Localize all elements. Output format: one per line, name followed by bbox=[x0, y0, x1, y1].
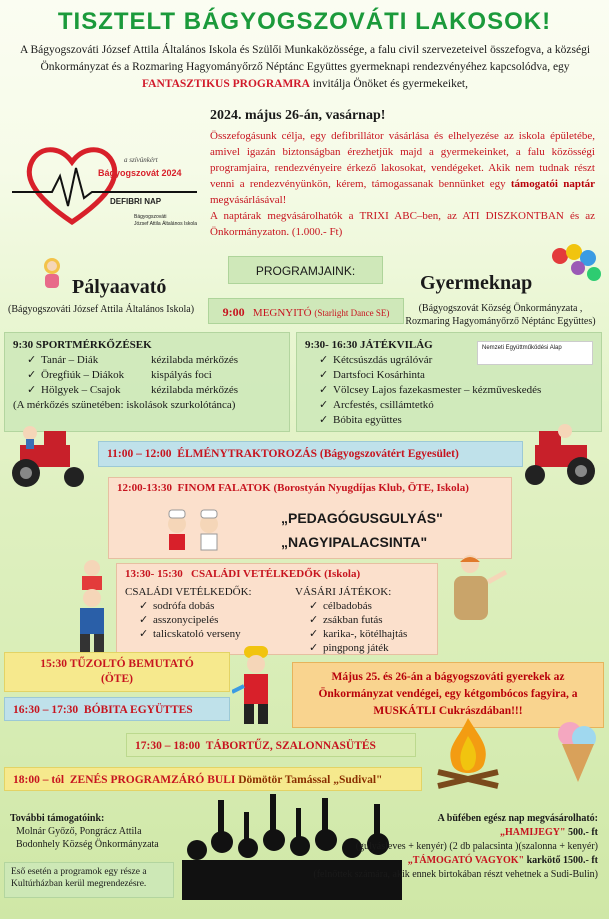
sport-item bbox=[13, 383, 281, 398]
right-sub-line-2: Rozmaring Hagyományőrző Néptánc Együttes) bbox=[405, 316, 596, 327]
sport-box bbox=[4, 332, 290, 432]
csaladi-item-label: célbadobás bbox=[323, 600, 372, 612]
finom-box bbox=[108, 477, 512, 559]
intro-line-3-rest: invitálja Önöket és gyermekeiket, bbox=[309, 78, 468, 90]
sport-title: 9:30 SPORTMÉRKŐZÉSEK bbox=[13, 339, 152, 351]
bufe-item-1 bbox=[308, 826, 598, 840]
finom-label: FINOM FALATOK bbox=[177, 482, 271, 494]
bobita-time: 16:30 – 17:30 bbox=[13, 704, 79, 716]
page-title: TISZTELT BÁGYOGSZOVÁTI LAKOSOK! bbox=[57, 8, 552, 35]
opener-row bbox=[208, 298, 404, 324]
bufe-item-2 bbox=[308, 854, 598, 868]
dish-2: „NAGYIPALACSINTA" bbox=[281, 534, 428, 550]
csaladi-item-label: sodrófa dobás bbox=[153, 600, 215, 612]
csaladi-box bbox=[116, 563, 438, 655]
purpose-bold: támogatói naptár bbox=[510, 178, 595, 190]
campfire-icon bbox=[428, 712, 508, 797]
finom-org: (Borostyán Nyugdíjas Klub, ÖTE, Iskola) bbox=[273, 482, 469, 494]
bufe-item-1-desc: (gulyásleves + kenyér) (2 db palacsinta )(szalonna + kenyér) bbox=[355, 841, 598, 852]
bufe-item-2-desc: (felnőttek számára, akik ennek birtokában részt vehetnek a Sudi-Bulin) bbox=[313, 869, 598, 880]
chef-kids-icon bbox=[159, 508, 229, 557]
tabor-label: TÁBORTŰZ, SZALONNASÜTÉS bbox=[205, 740, 376, 752]
logo-line-4: Bágyogszováti bbox=[134, 214, 167, 220]
check-icon: ✓ bbox=[319, 399, 329, 411]
check-icon: ✓ bbox=[319, 384, 329, 396]
elmeny-label: ÉLMÉNYTRAKTOROZÁS bbox=[177, 448, 318, 460]
purpose-text-2: megvásárlásával! bbox=[210, 194, 287, 206]
sponsor-logo-text: Nemzeti Együttműködési Alap bbox=[482, 345, 562, 351]
balloon-kid-icon bbox=[36, 256, 68, 295]
finom-time: 12:00-13:30 bbox=[117, 482, 172, 494]
csaladi-org: (Iskola) bbox=[324, 568, 361, 580]
logo-line-2: Bágyogszovát 2024 bbox=[98, 168, 182, 178]
sport-who: Tanár – Diák bbox=[41, 354, 99, 366]
check-icon: ✓ bbox=[27, 369, 37, 381]
rain-note: Eső esetén a programok egy része a Kultúrházban kerül megrendezésre. bbox=[4, 862, 174, 898]
check-icon: ✓ bbox=[27, 354, 37, 366]
check-icon: ✓ bbox=[309, 600, 319, 612]
csaladi-time: 13:30- 15:30 bbox=[125, 568, 183, 580]
tractor-icon bbox=[0, 425, 100, 496]
intro-line-1: A Bágyogszováti József Attila Általános Iskola és Szülői Munkaközössége, a falu civil szervezeteivel összefogva, a községi bbox=[19, 44, 591, 56]
csaladi-item-label: karika-, kötélhajtás bbox=[323, 628, 408, 640]
elmeny-bar bbox=[98, 441, 523, 467]
intro-highlight: FANTASZTIKUS PROGRAMRA bbox=[141, 78, 310, 90]
sport-what: kézilabda mérkőzés bbox=[151, 384, 239, 396]
csaladi-label: CSALÁDI VETÉLKEDŐK bbox=[191, 568, 322, 580]
jatek-item-label: Völcsey Lajos fazekasmester – kézműveskedés bbox=[333, 384, 542, 396]
check-icon: ✓ bbox=[309, 628, 319, 640]
tamogatok-line-2: Bodonhely Község Önkormányzata bbox=[16, 839, 159, 850]
jatek-title: 9:30- 16:30 JÁTÉKVILÁG bbox=[305, 339, 433, 351]
tamogatok-line-1: Molnár Győző, Pongrácz Attila bbox=[16, 826, 142, 837]
jatek-item-label: Bóbita együttes bbox=[333, 414, 402, 426]
defibri-logo bbox=[12, 140, 197, 230]
sport-item bbox=[13, 368, 281, 383]
jatek-item bbox=[305, 398, 593, 413]
check-icon: ✓ bbox=[139, 600, 149, 612]
check-icon: ✓ bbox=[139, 614, 149, 626]
heart-ecg-icon bbox=[12, 140, 197, 230]
intro-line-2: Önkormányzat és a Rozmaring Hagyományőrző Néptánc Együttes gyermeknapi rendezvényéhez kapcsolódva, egy bbox=[40, 61, 570, 73]
logo-line-1: a szívünkért bbox=[124, 156, 158, 164]
tractor-icon bbox=[515, 423, 607, 494]
jatek-item-label: Kétcsúszdás ugrálóvár bbox=[333, 354, 433, 366]
right-heading: Gyermeknap bbox=[420, 272, 533, 294]
opener-detail: (Starlight Dance SE) bbox=[314, 308, 390, 318]
bufe-title: A büfében egész nap megvásárolható: bbox=[437, 813, 598, 824]
jatek-item bbox=[305, 368, 593, 383]
ice-cream-icon bbox=[552, 716, 602, 791]
bufe-item-1-price: 500.- ft bbox=[565, 827, 598, 838]
purpose-text-3: A naptárak megvásárolhatók a TRIXI ABC–ben, az ATI DISZKONTBAN és az Önkormányzaton. (1.000.- Ft) bbox=[210, 210, 595, 238]
dish-1: „PEDAGÓGUSGULYÁS" bbox=[281, 510, 443, 526]
tamogatok-title: További támogatóink: bbox=[10, 813, 105, 824]
tuzolto-line-2: (ÖTE) bbox=[101, 673, 133, 685]
csaladi-item bbox=[295, 613, 407, 627]
bobita-bar bbox=[4, 697, 230, 721]
sport-what: kézilabda mérkőzés bbox=[151, 354, 239, 366]
program-header: PROGRAMJAINK: bbox=[228, 256, 383, 284]
zeno-label: ZENÉS PROGRAMZÁRÓ BULI bbox=[69, 774, 236, 786]
elmeny-time: 11:00 – 12:00 bbox=[107, 448, 172, 460]
event-date: 2024. május 26-án, vasárnap! bbox=[210, 108, 386, 123]
opener-label: MEGNYITÓ bbox=[252, 307, 312, 319]
csaladi-item-label: zsákban futás bbox=[323, 614, 383, 626]
tamogatok bbox=[4, 812, 182, 856]
tabor-time: 17:30 – 18:00 bbox=[135, 740, 201, 752]
sport-who: Öregfiúk – Diákok bbox=[41, 369, 125, 381]
firefighter-icon bbox=[232, 644, 280, 733]
sport-note: (A mérkőzés szünetében: iskolások szurkolótánca) bbox=[13, 399, 236, 411]
balloons-icon bbox=[548, 244, 604, 293]
fagyi-box: Május 25. és 26-án a bágyogszováti gyerekek az Önkormányzat vendégei, egy kétgombócos fagyira, a MUSKÁTLI Cukrászdában!!! bbox=[292, 662, 604, 728]
tuzolto-line-1: 15:30 TŰZOLTÓ BEMUTATÓ bbox=[40, 658, 194, 670]
purpose-text-1: Összefogásunk célja, egy defibrillátor vásárlása és elhelyezése az iskola épületébe, amivel igazán biztonságban érezhetjük majd a gyermekeinket, a falu közösségi programjaira, rendezvényeire érkező lakosokat, vendégeket. Akik nem tudnak részt venni a rendezvényünkön, kérem, támogassanak bennünket egy bbox=[210, 130, 595, 190]
check-icon: ✓ bbox=[319, 369, 329, 381]
csaladi-item-label: talicskatoló verseny bbox=[153, 628, 241, 640]
jatek-box bbox=[296, 332, 602, 432]
bufe-item-2-name: „TÁMOGATÓ VAGYOK" bbox=[407, 855, 525, 866]
purpose-text bbox=[210, 128, 595, 240]
sport-item bbox=[13, 353, 281, 368]
jatek-item bbox=[305, 383, 593, 398]
csaladi-item bbox=[295, 599, 407, 613]
logo-line-3: DEFIBRI NAP bbox=[110, 197, 162, 206]
csaladi-header bbox=[125, 567, 429, 581]
check-icon: ✓ bbox=[309, 642, 319, 654]
bufe bbox=[308, 812, 604, 904]
right-sub-line-1: (Bágyogszovát Község Önkormányzata , bbox=[418, 303, 583, 314]
left-subheading: (Bágyogszováti József Attila Általános Iskola) bbox=[8, 304, 195, 315]
check-icon: ✓ bbox=[309, 614, 319, 626]
check-icon: ✓ bbox=[27, 384, 37, 396]
csaladi-item bbox=[295, 627, 407, 641]
csaladi-item bbox=[295, 641, 407, 655]
intro-text bbox=[14, 42, 596, 93]
bufe-item-1-name: „HAMIJEGY" bbox=[499, 827, 566, 838]
tuzolto-box bbox=[4, 652, 230, 692]
right-subheading bbox=[398, 302, 603, 328]
intro-line-3 bbox=[14, 76, 596, 93]
csaladi-item-label: pingpong játék bbox=[323, 642, 389, 654]
csaladi-item bbox=[125, 599, 295, 613]
check-icon: ✓ bbox=[319, 414, 329, 426]
family-icon bbox=[64, 558, 120, 659]
zeno-who: Dömötör Tamással „Sudival" bbox=[238, 774, 383, 786]
opener-time: 9:00 bbox=[222, 305, 245, 319]
check-icon: ✓ bbox=[319, 354, 329, 366]
jatek-item-label: Dartsfoci Kosárhinta bbox=[333, 369, 425, 381]
finom-header bbox=[109, 478, 511, 498]
sport-who: Hölgyek – Csajok bbox=[41, 384, 121, 396]
zeno-bar bbox=[4, 767, 422, 791]
sport-what: kispályás foci bbox=[151, 369, 212, 381]
elmeny-org: (Bágyogszovátért Egyesület) bbox=[319, 448, 459, 460]
csaladi-item bbox=[125, 627, 295, 641]
check-icon: ✓ bbox=[139, 628, 149, 640]
sack-race-icon bbox=[440, 552, 512, 637]
csaladi-col-1-title: CSALÁDI VETÉLKEDŐK: bbox=[125, 586, 252, 598]
jatek-item-label: Arcfestés, csillámtetkó bbox=[333, 399, 434, 411]
csaladi-item-label: asszonycipelés bbox=[153, 614, 219, 626]
zeno-time: 18:00 – tól bbox=[13, 774, 65, 786]
csaladi-col-2 bbox=[295, 585, 407, 655]
sponsor-logo bbox=[477, 341, 593, 365]
csaladi-col-2-title: VÁSÁRI JÁTÉKOK: bbox=[295, 586, 392, 598]
logo-line-5: József Attila Általános Iskola bbox=[134, 221, 197, 227]
left-heading: Pályaavató bbox=[72, 276, 167, 298]
bufe-item-2-price: karkötő 1500.- ft bbox=[524, 855, 598, 866]
csaladi-item bbox=[125, 613, 295, 627]
bobita-label: BÓBITA EGYÜTTES bbox=[83, 704, 193, 716]
tabor-bar bbox=[126, 733, 416, 757]
